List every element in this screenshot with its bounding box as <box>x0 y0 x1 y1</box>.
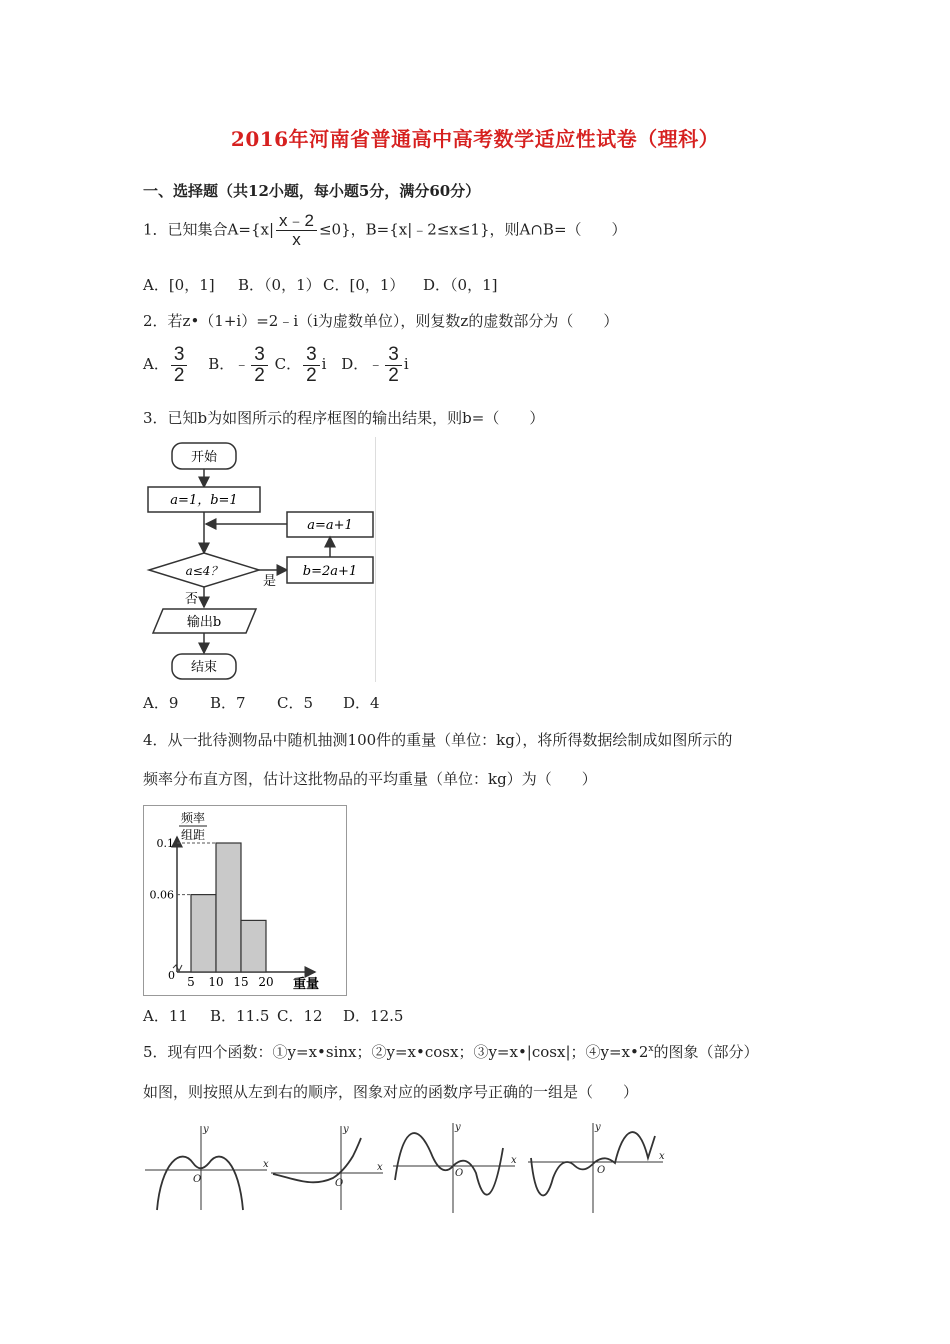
q2-option-d-frac <box>385 345 402 386</box>
graph-1-y-label: y <box>203 1124 209 1135</box>
q2-option-a[interactable] <box>143 344 189 386</box>
flow-output-label: 输出b <box>186 615 222 630</box>
q5-stem-main: 5．现有四个函数：①y=x•sinx；②y=x•cosx；③y=x•|cosx|；④y=x•2 <box>143 1043 649 1061</box>
q3-option-b[interactable]: B．7 <box>210 694 246 712</box>
q2-option-b-label: B．﹣ <box>208 355 250 374</box>
question-4-options <box>143 1005 403 1026</box>
q2-b-num: 3 <box>251 345 268 366</box>
histogram <box>143 805 348 997</box>
q2-option-c[interactable] <box>274 344 327 386</box>
q2-a-num: 3 <box>171 345 188 366</box>
graph-2-x-label: x <box>377 1162 383 1173</box>
q1-frac-den: x <box>292 229 301 249</box>
q3-option-a[interactable]: A．9 <box>143 694 179 712</box>
question-4-stem-1: 4．从一批待测物品中随机抽测100件的重量（单位：kg），将所得数据绘制成如图所示的 <box>143 731 733 749</box>
q2-option-b[interactable] <box>208 344 270 386</box>
graph-1-x-label: x <box>263 1159 269 1170</box>
section-heading: 一、选择题（共12小题，每小题5分，满分60分） <box>143 182 481 200</box>
flow-start-label: 开始 <box>190 450 218 465</box>
q2-a-den: 2 <box>173 364 185 386</box>
graph-3-x-label: x <box>511 1155 517 1166</box>
histogram-ylabel-top: 频率 <box>180 811 206 825</box>
flow-no-label: 否 <box>185 592 199 607</box>
q2-option-b-frac <box>251 345 268 386</box>
graph-4-x-label: x <box>659 1151 665 1162</box>
question-4-stem-2: 频率分布直方图，估计这批物品的平均重量（单位：kg）为（ ） <box>143 770 597 788</box>
histogram-x-tick: 15 <box>233 975 249 989</box>
q2-option-c-suffix: i <box>321 355 327 374</box>
question-3-options <box>143 692 380 713</box>
q1-option-a[interactable]: A．[0，1] <box>143 276 215 294</box>
graph-2-curve <box>273 1138 361 1182</box>
q3-option-c[interactable]: C．5 <box>277 694 314 712</box>
flow-end-label: 结束 <box>190 660 218 675</box>
q1-fraction <box>276 212 317 249</box>
histogram-bar <box>191 895 216 972</box>
histogram-bar <box>241 920 266 972</box>
q5-stem-sup: x <box>648 1044 654 1054</box>
question-3-stem: 3．已知b为如图所示的程序框图的输出结果，则b=（ ） <box>143 409 545 427</box>
flow-yes-label: 是 <box>263 574 277 589</box>
q4-option-d[interactable]: D．12.5 <box>343 1007 404 1025</box>
flow-init-label: a=1，b=1 <box>170 493 238 508</box>
question-5-stem-2: 如图，则按照从左到右的顺序，图象对应的函数序号正确的一组是（ ） <box>143 1083 639 1101</box>
question-2-options <box>143 345 409 386</box>
q2-option-d-suffix: i <box>403 355 409 374</box>
q2-d-num: 3 <box>385 345 402 366</box>
question-1-stem <box>143 212 627 249</box>
histogram-y-tick: 0.1 <box>156 837 174 850</box>
q1-prefix: 1．已知集合A={x| <box>143 220 275 239</box>
histogram-xlabel: 重量 <box>293 977 320 992</box>
q2-c-num: 3 <box>303 345 320 366</box>
histogram-bar <box>216 843 241 972</box>
q2-option-c-label: C． <box>274 355 302 374</box>
q4-option-a[interactable]: A．11 <box>143 1007 188 1025</box>
flow-condition-label: a≤4？ <box>185 564 223 578</box>
flow-increment-label: a=a+1 <box>307 518 353 533</box>
graph-3-y-label: y <box>455 1122 461 1133</box>
graph-3-origin: O <box>455 1168 464 1179</box>
q1-frac-num: x﹣2 <box>276 212 317 231</box>
histogram-origin: 0 <box>168 969 175 982</box>
q1-option-b[interactable]: B．（0，1） <box>238 276 321 294</box>
histogram-ylabel-bottom: 组距 <box>180 828 206 842</box>
page-title: 2016年河南省普通高中高考数学适应性试卷（理科） <box>230 127 720 151</box>
graph-4-origin: O <box>597 1165 606 1176</box>
graph-1-origin: O <box>193 1174 202 1185</box>
q1-suffix: ≤0}，B={x|﹣2≤x≤1}，则A∩B=（ ） <box>318 220 627 239</box>
q5-stem-tail: 的图象（部分） <box>653 1043 759 1061</box>
graph-2-origin: O <box>335 1178 344 1189</box>
q2-b-den: 2 <box>254 364 265 386</box>
question-1-options <box>143 274 497 295</box>
q1-option-c[interactable]: C．[0，1） <box>323 276 405 294</box>
histogram-x-tick: 10 <box>208 975 224 989</box>
flow-calc-label: b=2a+1 <box>302 564 358 579</box>
q2-d-den: 2 <box>388 364 399 386</box>
q2-option-c-frac <box>303 345 320 386</box>
histogram-x-tick: 5 <box>187 975 195 989</box>
q2-c-den: 2 <box>306 364 317 386</box>
q4-option-b[interactable]: B．11.5 <box>210 1007 270 1025</box>
question-2-stem: 2．若z•（1+i）=2﹣i（i为虚数单位），则复数z的虚数部分为（ ） <box>143 312 619 330</box>
function-graphs <box>143 1118 673 1216</box>
q3-option-d[interactable]: D．4 <box>343 694 380 712</box>
q2-option-d-label: D．﹣ <box>341 355 384 374</box>
q4-option-c[interactable]: C．12 <box>277 1007 323 1025</box>
histogram-y-tick: 0.06 <box>149 888 174 902</box>
q2-option-a-label: A． <box>143 355 169 374</box>
q2-option-d[interactable] <box>341 344 409 386</box>
graph-2-y-label: y <box>343 1124 349 1135</box>
flowchart <box>143 435 383 685</box>
histogram-x-tick: 20 <box>258 975 274 989</box>
graph-3-curve <box>395 1133 503 1195</box>
q2-option-a-frac <box>171 345 188 386</box>
graph-4-y-label: y <box>595 1122 601 1133</box>
q1-option-d[interactable]: D．（0，1] <box>423 276 498 294</box>
question-5-stem-1 <box>143 1041 758 1062</box>
